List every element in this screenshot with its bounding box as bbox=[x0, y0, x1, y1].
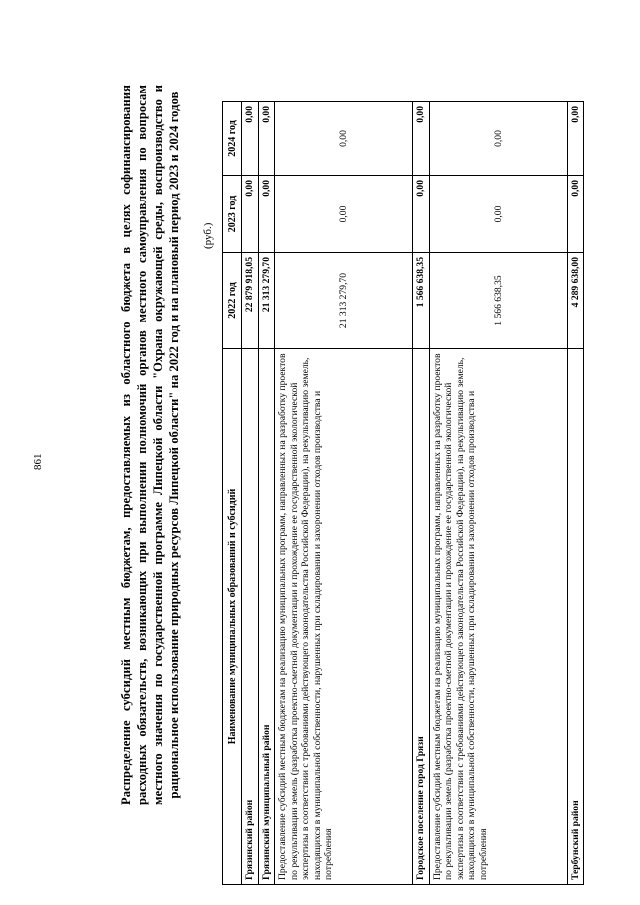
value-2024: 0,00 bbox=[429, 102, 567, 176]
value-2024: 0,00 bbox=[242, 102, 259, 176]
table-row bbox=[429, 102, 567, 885]
row-name: Грязинский муниципальный район bbox=[258, 349, 275, 885]
value-2024: 0,00 bbox=[258, 102, 275, 176]
value-2024: 0,00 bbox=[413, 102, 430, 176]
table-row bbox=[275, 102, 413, 885]
column-header-2022: 2022 год bbox=[223, 253, 242, 349]
value-2024: 0,00 bbox=[275, 102, 413, 176]
value-2023: 0,00 bbox=[413, 176, 430, 253]
column-header-name: Наименование муниципальных образований и субсидий bbox=[223, 349, 242, 885]
table-row bbox=[413, 102, 430, 885]
value-2023: 0,00 bbox=[258, 176, 275, 253]
document-title: Распределение субсидий местным бюджетам, предоставляемых из областного бюджета в целях софинансирования расходных обязательств, возникающих при выполнении полномочий органов местного самоуправления по вопросам местного значения по государственной программе Липецкой области "Охрана окружающей среды, воспроизводство и рациональное использование природных ресурсов Липецкой области" на 2022 год и на плановый период 2023 и 2024 годов bbox=[119, 85, 181, 805]
page-number: 861 bbox=[32, 453, 44, 470]
table-row bbox=[567, 102, 584, 885]
row-name: Грязинский район bbox=[242, 349, 259, 885]
value-2022: 21 313 279,70 bbox=[258, 253, 275, 349]
currency-unit: (руб.) bbox=[202, 222, 214, 249]
value-2023: 0,00 bbox=[242, 176, 259, 253]
value-2022: 22 879 918,05 bbox=[242, 253, 259, 349]
value-2022: 1 566 638,35 bbox=[413, 253, 430, 349]
value-2023: 0,00 bbox=[567, 176, 584, 253]
table-row bbox=[242, 102, 259, 885]
row-name: Предоставление субсидий местным бюджетам на реализацию муниципальных программ, направленных на разработку проектов по рекультивации земель (разработка проектно-сметной документации и прохождение ее государственной экологической экспертизы в соответствии с требованиями действующего законодательства Российской Федерации), на рекультивацию земель, находящихся в муниципальной собственности, нарушенных при складировании и захоронении отходов производства и потребления bbox=[429, 349, 567, 885]
value-2022: 1 566 638,35 bbox=[429, 253, 567, 349]
value-2024: 0,00 bbox=[567, 102, 584, 176]
value-2022: 4 289 638,00 bbox=[567, 253, 584, 349]
column-header-2024: 2024 год bbox=[223, 102, 242, 176]
row-name: Тербунский район bbox=[567, 349, 584, 885]
row-name: Предоставление субсидий местным бюджетам на реализацию муниципальных программ, направленных на разработку проектов по рекультивации земель (разработка проектно-сметной документации и прохождение ее государственной экологической экспертизы в соответствии с требованиями действующего законодательства Российской Федерации), на рекультивацию земель, находящихся в муниципальной собственности, нарушенных при складировании и захоронении отходов производства и потребления bbox=[275, 349, 413, 885]
table-row bbox=[258, 102, 275, 885]
value-2022: 21 313 279,70 bbox=[275, 253, 413, 349]
column-header-2023: 2023 год bbox=[223, 176, 242, 253]
value-2023: 0,00 bbox=[275, 176, 413, 253]
subsidy-table bbox=[222, 101, 584, 885]
table-header-row bbox=[223, 102, 242, 885]
row-name: Городское поселение город Грязи bbox=[413, 349, 430, 885]
value-2023: 0,00 bbox=[429, 176, 567, 253]
